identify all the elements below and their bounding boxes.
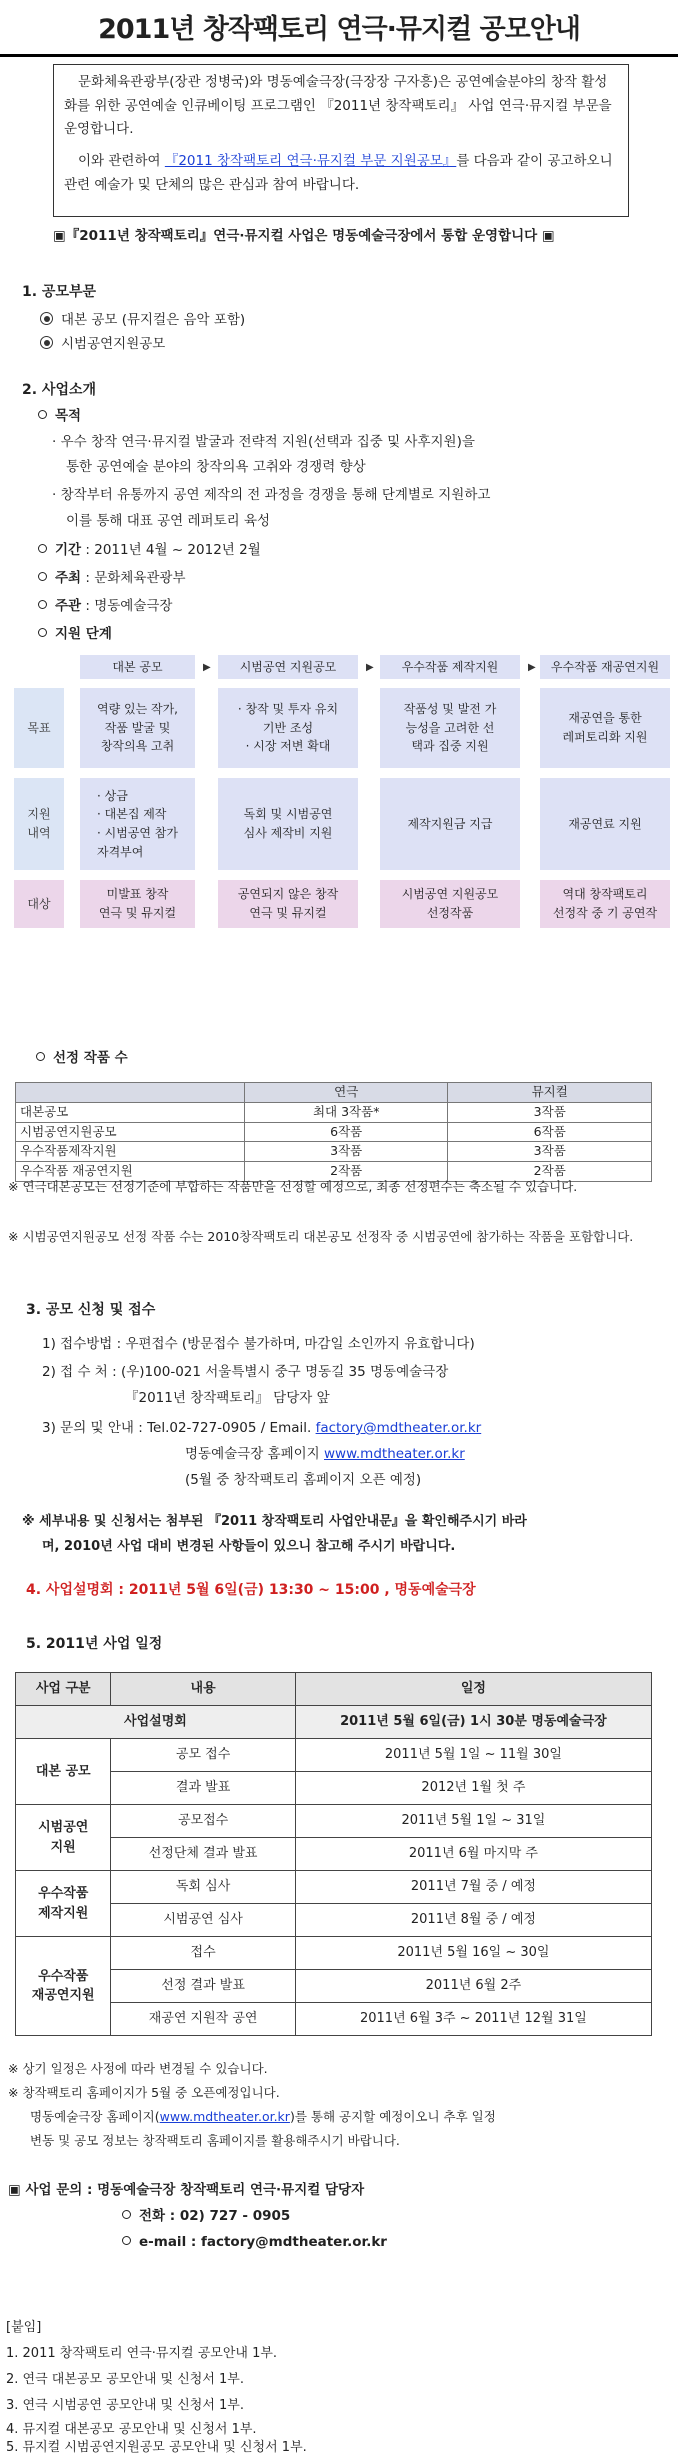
table-row (16, 1739, 652, 1772)
stages-label-text: 지원 단계 (55, 626, 112, 642)
table-cell: 시범공연지원공모 (16, 1122, 245, 1142)
intro-p2-suffix: 를 다음과 같이 공고하오니 관련 예술가 및 단체의 많은 관심과 참여 바랍니다. (64, 152, 613, 193)
intro-link[interactable]: 『2011 창작팩토리 연극·뮤지컬 부문 지원공모』 (164, 152, 457, 169)
attachment-item: 3. 연극 시범공연 공모안내 및 신청서 1부. (6, 2398, 244, 2413)
row-label-support: 지원 내역 (14, 778, 64, 870)
table-cell: 6작품 (448, 1122, 652, 1142)
target-cell-0: 미발표 창작 연극 및 뮤지컬 (80, 880, 195, 928)
support-cell-1: 독회 및 시범공연 심사 제작비 지원 (218, 778, 358, 870)
section1-item-0-label: 대본 공모 (뮤지컬은 음악 포함) (61, 312, 246, 328)
schedule-note-2: ※ 창작팩토리 홈페이지가 5월 중 오픈예정입니다. (8, 2085, 280, 2100)
table-cell: 2011년 5월 6일(금) 1시 30분 명동예술극장 (295, 1706, 651, 1739)
program-header-0: 대본 공모 (80, 655, 195, 679)
table-cell: 접수 (111, 1937, 295, 1970)
table-header-row (16, 1673, 652, 1706)
circle-bullet-icon (38, 628, 47, 637)
circle-bullet-icon (122, 2210, 131, 2219)
goal-cell-3: 재공연을 통한 레퍼토리화 지원 (540, 688, 670, 768)
arrow-right-icon: ▶ (203, 662, 211, 673)
attachment-item: 4. 뮤지컬 대본공모 공모안내 및 신청서 1부. (6, 2422, 257, 2437)
table-cell: 우수작품 재공연지원 (16, 1937, 111, 2036)
table-cell: 공모 접수 (111, 1739, 295, 1772)
circle-bullet-icon (38, 410, 47, 419)
period-row (38, 540, 261, 560)
section5-heading: 5. 2011년 사업 일정 (26, 1636, 163, 1652)
schedule-note-3 (30, 2106, 670, 2129)
table-cell: 2011년 5월 1일 ~ 31일 (295, 1805, 651, 1838)
radio-icon (40, 336, 53, 349)
section4-briefing: 4. 사업설명회 : 2011년 5월 6일(금) 13:30 ~ 15:00 , 명동예술극장 (26, 1582, 476, 1598)
apply-recipient: 『2011년 창작팩토리』 담당자 앞 (125, 1390, 330, 1406)
period-label: 기간 (55, 542, 82, 558)
table-cell: 2011년 6월 2주 (295, 1970, 651, 2003)
schedule-note-1: ※ 상기 일정은 사정에 따라 변경될 수 있습니다. (8, 2061, 268, 2076)
table-cell: 2011년 8월 중 / 예정 (295, 1904, 651, 1937)
table-cell: 우수작품 재공연지원 (16, 1162, 245, 1182)
row-label-target: 대상 (14, 880, 64, 928)
support-cell-2: 제작지원금 지급 (380, 778, 520, 870)
purpose-line-1: 통한 공연예술 분야의 창작의욕 고취와 경쟁력 향상 (66, 459, 366, 475)
table-cell: 독회 심사 (111, 1871, 295, 1904)
warning-line-2: 며, 2010년 사업 대비 변경된 사항들이 있으니 참고해 주시기 바랍니다. (42, 1539, 456, 1554)
apply-method: 1) 접수방법 : 우편접수 (방문접수 불가하며, 마감일 소인까지 유효합니다) (42, 1336, 475, 1352)
table-header-row (16, 1083, 652, 1103)
table-cell: 2012년 1월 첫 주 (295, 1772, 651, 1805)
table-row (16, 1805, 652, 1838)
target-cell-1: 공연되지 않은 창작 연극 및 뮤지컬 (218, 880, 358, 928)
period-value: : 2011년 4월 ~ 2012년 2월 (81, 542, 261, 558)
stages-label (38, 624, 112, 644)
purpose-line-0: · 우수 창작 연극·뮤지컬 발굴과 전략적 지원(선택과 집중 및 사후지원)을 (52, 434, 475, 450)
apply-address: 2) 접 수 처 : (우)100-021 서울특별시 중구 명동길 35 명동예술극장 (42, 1364, 449, 1380)
target-cell-2: 시범공연 지원공모 선정작품 (380, 880, 520, 928)
radio-icon (40, 312, 53, 325)
section2-heading: 2. 사업소개 (22, 382, 97, 398)
table-cell: 공모접수 (111, 1805, 295, 1838)
table-row (16, 1871, 652, 1904)
attachment-item: 1. 2011 창작팩토리 연극·뮤지컬 공모안내 1부. (6, 2346, 278, 2361)
table-cell: 3작품 (244, 1142, 448, 1162)
section3-heading: 3. 공모 신청 및 접수 (26, 1302, 156, 1318)
purpose-line-2: · 창작부터 유통까지 공연 제작의 전 과정을 경쟁을 통해 단계별로 지원하고 (52, 487, 491, 503)
table-row (16, 1970, 652, 2003)
table-row (16, 1122, 652, 1142)
selection-label-text: 선정 작품 수 (53, 1050, 128, 1066)
homepage-prefix: 명동예술극장 홈페이지 (185, 1446, 324, 1462)
table-row (16, 1706, 652, 1739)
table-header: 사업 구분 (16, 1673, 111, 1706)
homepage-link[interactable]: www.mdtheater.or.kr (324, 1446, 465, 1462)
support-cell-0: · 상금 · 대본집 제작 · 시범공연 참가 자격부여 (80, 778, 195, 870)
page-title: 2011년 창작팩토리 연극·뮤지컬 공모안내 (98, 14, 580, 45)
purpose-label (38, 406, 81, 426)
row-label-goal: 목표 (14, 688, 64, 768)
circle-bullet-icon (38, 600, 47, 609)
table-cell: 2작품 (244, 1162, 448, 1182)
host-row (38, 568, 186, 588)
intro-paragraph-1: 문화체육관광부(장관 정병국)와 명동예술극장(극장장 구자흥)은 공연예술분야의 창작 활성화를 위한 공연예술 인큐베이팅 프로그램인 『2011년 창작팩토리』 사업 연극·뮤지컬 부문을 운영합니다. (64, 74, 612, 138)
section1-item-0 (40, 310, 245, 330)
contact-email-text: e-mail : factory@mdtheater.or.kr (139, 2234, 387, 2250)
table-cell: 2작품 (448, 1162, 652, 1182)
table-cell: 2011년 6월 마지막 주 (295, 1838, 651, 1871)
table-cell: 3작품 (448, 1142, 652, 1162)
intro-paragraph-2 (64, 150, 618, 197)
table-row (16, 1937, 652, 1970)
program-header-2: 우수작품 제작지원 (380, 655, 520, 679)
contact-email (122, 2232, 387, 2252)
table-cell: 2011년 7월 중 / 예정 (295, 1871, 651, 1904)
organizer-row (38, 596, 172, 616)
table-cell: 시범공연 지원 (16, 1805, 111, 1871)
table-row (16, 1142, 652, 1162)
table-cell: 2011년 5월 16일 ~ 30일 (295, 1937, 651, 1970)
table-cell: 우수작품제작지원 (16, 1142, 245, 1162)
selection-label (36, 1048, 128, 1068)
purpose-line-3: 이를 통해 대표 공연 레퍼토리 육성 (66, 513, 271, 529)
table-header (16, 1083, 245, 1103)
table-cell: 선정단체 결과 발표 (111, 1838, 295, 1871)
support-cell-3: 재공연료 지원 (540, 778, 670, 870)
organizer-label: 주관 (55, 598, 82, 614)
table-row (16, 1838, 652, 1871)
section1-item-1 (40, 334, 165, 354)
table-cell: 3작품 (448, 1102, 652, 1122)
table-row (16, 1772, 652, 1805)
attachments-heading: [붙임] (6, 2320, 42, 2335)
intro-p2-prefix: 이와 관련하여 (78, 152, 165, 169)
purpose-label-text: 목적 (55, 408, 82, 424)
contact-heading: ▣ 사업 문의 : 명동예술극장 창작팩토리 연극·뮤지컬 담당자 (8, 2182, 365, 2198)
table-row (16, 2003, 652, 2036)
circle-bullet-icon (38, 572, 47, 581)
table-cell: 선정 결과 발표 (111, 1970, 295, 2003)
attachment-item: 5. 뮤지컬 시범공연지원공모 공모안내 및 신청서 1부. (6, 2440, 307, 2455)
integration-notice: ▣『2011년 창작팩토리』연극·뮤지컬 사업은 명동예술극장에서 통합 운영합니다 ▣ (53, 228, 555, 244)
host-value: : 문화체육관광부 (81, 570, 186, 586)
warning-line-1: ※ 세부내용 및 신청서는 첨부된 『2011 창작팩토리 사업안내문』을 확인해주시기 바라 (22, 1514, 527, 1529)
table-header: 내용 (111, 1673, 295, 1706)
table-cell: 결과 발표 (111, 1772, 295, 1805)
table-cell: 2011년 5월 1일 ~ 11월 30일 (295, 1739, 651, 1772)
contact-phone-text: 전화 : 02) 727 - 0905 (139, 2208, 291, 2224)
selection-table (15, 1082, 652, 1182)
homepage-link[interactable]: www.mdtheater.or.kr (159, 2109, 290, 2124)
circle-bullet-icon (122, 2236, 131, 2245)
table-cell: 2011년 6월 3주 ~ 2011년 12월 31일 (295, 2003, 651, 2036)
table-cell: 재공연 지원작 공연 (111, 2003, 295, 2036)
section1-heading: 1. 공모부문 (22, 284, 97, 300)
target-cell-3: 역대 창작팩토리 선정작 중 기 공연작 (540, 880, 670, 928)
attachment-item: 2. 연극 대본공모 공모안내 및 신청서 1부. (6, 2372, 244, 2387)
email-link[interactable]: factory@mdtheater.or.kr (315, 1420, 482, 1436)
section1-item-1-label: 시범공연지원공모 (61, 336, 166, 352)
arrow-right-icon: ▶ (366, 662, 374, 673)
schedule-note-4: 변동 및 공모 정보는 창작팩토리 홈페이지를 활용해주시기 바랍니다. (30, 2133, 400, 2148)
contact-prefix: 3) 문의 및 안내 : Tel.02-727-0905 / Email. (42, 1420, 316, 1436)
goal-cell-0: 역량 있는 작가, 작품 발굴 및 창작의욕 고취 (80, 688, 195, 768)
selection-note-1: ※ 연극대본공모는 선정기준에 부합하는 작품만을 선정할 예정으로, 최종 선정편수는 축소될 수 있습니다. (8, 1179, 578, 1194)
contact-line (42, 1418, 481, 1438)
table-header: 연극 (244, 1083, 448, 1103)
goal-cell-1: · 창작 및 투자 유치 기반 조성 · 시장 저변 확대 (218, 688, 358, 768)
table-row (16, 1102, 652, 1122)
arrow-right-icon: ▶ (528, 662, 536, 673)
title-divider (0, 54, 678, 57)
host-label: 주최 (55, 570, 82, 586)
table-cell: 대본공모 (16, 1102, 245, 1122)
table-cell: 사업설명회 (16, 1706, 296, 1739)
table-row (16, 1904, 652, 1937)
organizer-value: : 명동예술극장 (81, 598, 173, 614)
schedule-note-3-suffix: )를 통해 공지할 예정이오니 추후 일정 (289, 2109, 496, 2124)
goal-cell-2: 작품성 및 발전 가 능성을 고려한 선 택과 집중 지원 (380, 688, 520, 768)
table-cell: 6작품 (244, 1122, 448, 1142)
table-cell: 우수작품 제작지원 (16, 1871, 111, 1937)
homepage-line (185, 1444, 465, 1464)
table-cell: 대본 공모 (16, 1739, 111, 1805)
intro-box (53, 64, 629, 217)
table-header: 뮤지컬 (448, 1083, 652, 1103)
contact-phone (122, 2206, 290, 2226)
circle-bullet-icon (38, 544, 47, 553)
table-cell: 최대 3작품* (244, 1102, 448, 1122)
table-cell: 시범공연 심사 (111, 1904, 295, 1937)
selection-note-2: ※ 시범공연지원공모 선정 작품 수는 2010창작팩토리 대본공모 선정작 중 시범공연에 참가하는 작품을 포함합니다. (8, 1229, 634, 1244)
program-header-1: 시범공연 지원공모 (218, 655, 358, 679)
program-header-3: 우수작품 재공연지원 (540, 655, 670, 679)
homepage-note: (5월 중 창작팩토리 홈페이지 오픈 예정) (185, 1472, 422, 1488)
table-header: 일정 (295, 1673, 651, 1706)
circle-bullet-icon (36, 1052, 45, 1061)
schedule-table (15, 1672, 652, 2036)
schedule-note-3-prefix: 명동예술극장 홈페이지( (30, 2109, 160, 2124)
